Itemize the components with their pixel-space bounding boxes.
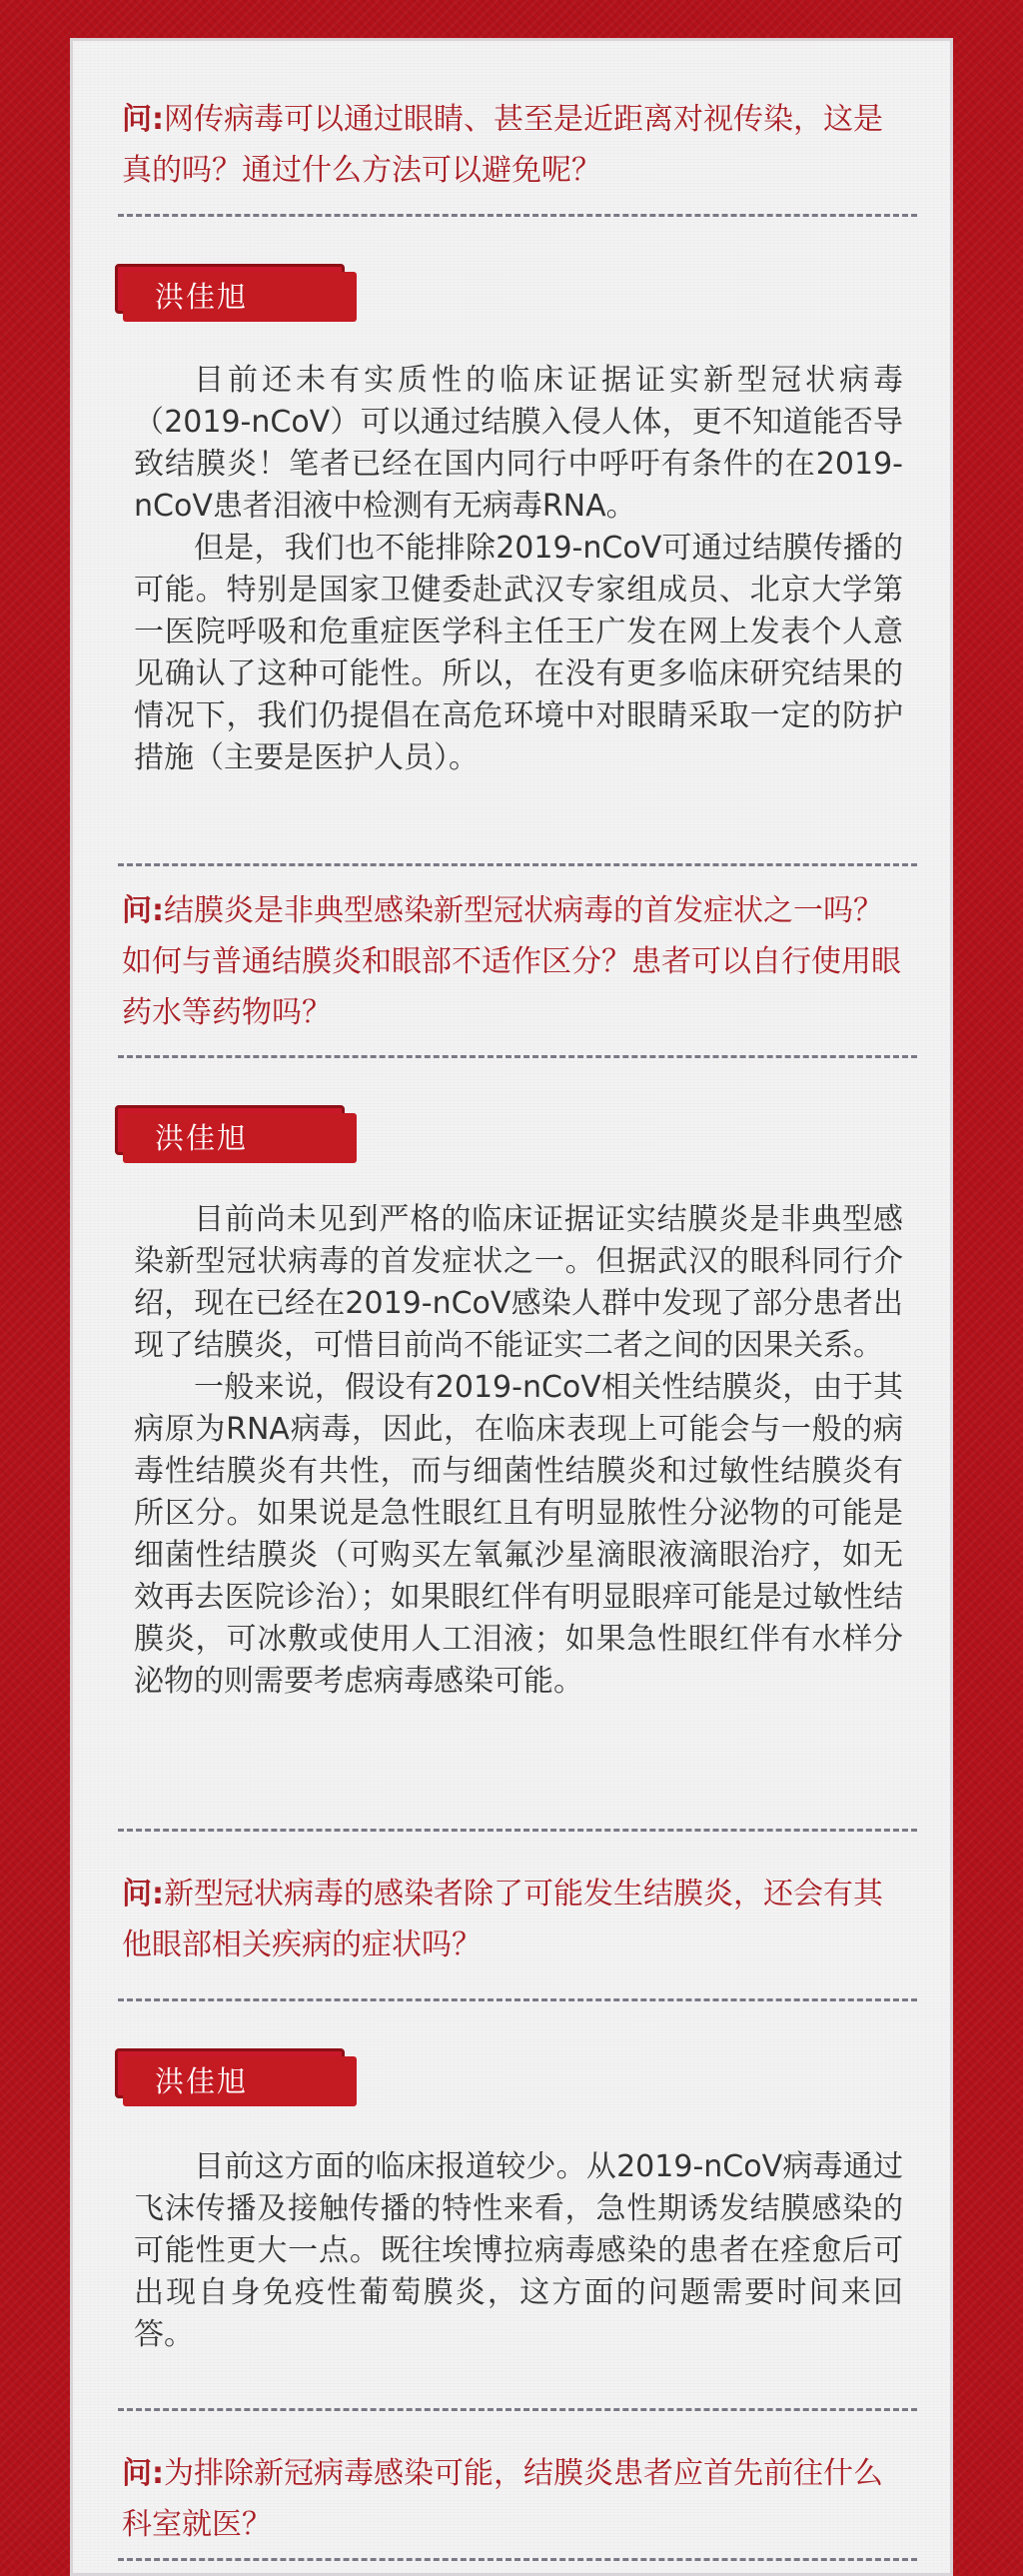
dashed-divider xyxy=(118,863,917,866)
dashed-divider xyxy=(118,2408,917,2411)
question-2 xyxy=(122,885,911,1038)
content-panel xyxy=(70,38,953,2576)
expert-name-tag xyxy=(115,264,355,326)
expert-name: 洪佳旭 xyxy=(123,2056,357,2106)
answer-3 xyxy=(134,2146,903,2356)
answer-paragraph: 但是，我们也不能排除2019-nCoV可通过结膜传播的可能。特别是国家卫健委赴武汉专家组成员、北京大学第一医院呼吸和危重症医学科主任王广发在网上发表个人意见确认了这种可能性。所以，在没有更多临床研究结果的情况下，我们仍提倡在高危环境中对眼睛采取一定的防护措施（主要是医护人员）。 xyxy=(134,531,903,775)
dashed-divider xyxy=(118,214,917,217)
dashed-divider xyxy=(118,1829,917,1832)
answer-paragraph: 目前还未有实质性的临床证据证实新型冠状病毒（2019-nCoV）可以通过结膜入侵人体，更不知道能否导致结膜炎！笔者已经在国内同行中呼吁有条件的在2019-nCoV患者泪液中检测有无病毒RNA。 xyxy=(134,363,903,524)
question-mark: 问: xyxy=(122,1877,164,1912)
question-3 xyxy=(122,1869,911,1970)
question-4 xyxy=(122,2448,911,2550)
answer-paragraph: 目前这方面的临床报道较少。从2019-nCoV病毒通过飞沫传播及接触传播的特性来看，急性期诱发结膜感染的可能性更大一点。既往埃博拉病毒感染的患者在痊愈后可出现自身免疫性葡萄膜炎，这方面的问题需要时间来回答。 xyxy=(134,2149,903,2352)
question-mark: 问: xyxy=(122,2456,164,2491)
answer-paragraph: 一般来说，假设有2019-nCoV相关性结膜炎，由于其病原为RNA病毒，因此，在临床表现上可能会与一般的病毒性结膜炎有共性，而与细菌性结膜炎和过敏性结膜炎有所区分。如果说是急性眼红且有明显脓性分泌物的可能是细菌性结膜炎（可购买左氧氟沙星滴眼液滴眼治疗，如无效再去医院诊治）；如果眼红伴有明显眼痒可能是过敏性结膜炎，可冰敷或使用人工泪液；如果急性眼红伴有水样分泌物的则需要考虑病毒感染可能。 xyxy=(134,1370,903,1699)
question-mark: 问: xyxy=(122,893,164,928)
question-text: 新型冠状病毒的感染者除了可能发生结膜炎，还会有其他眼部相关疾病的症状吗？ xyxy=(122,1877,883,1962)
expert-name: 洪佳旭 xyxy=(123,1113,357,1163)
answer-1 xyxy=(134,360,903,779)
expert-name: 洪佳旭 xyxy=(123,272,357,322)
dashed-divider xyxy=(118,2558,917,2561)
question-text: 为排除新冠病毒感染可能，结膜炎患者应首先前往什么科室就医？ xyxy=(122,2456,883,2542)
dashed-divider xyxy=(118,1055,917,1058)
question-1 xyxy=(122,94,911,196)
dashed-divider xyxy=(118,1998,917,2001)
answer-paragraph: 目前尚未见到严格的临床证据证实结膜炎是非典型感染新型冠状病毒的首发症状之一。但据武汉的眼科同行介绍，现在已经在2019-nCoV感染人群中发现了部分患者出现了结膜炎，可惜目前尚不能证实二者之间的因果关系。 xyxy=(134,1202,903,1363)
question-text: 网传病毒可以通过眼睛、甚至是近距离对视传染，这是真的吗？通过什么方法可以避免呢？ xyxy=(122,102,883,188)
question-text: 结膜炎是非典型感染新型冠状病毒的首发症状之一吗？如何与普通结膜炎和眼部不适作区分？患者可以自行使用眼药水等药物吗？ xyxy=(122,893,901,1030)
question-mark: 问: xyxy=(122,102,164,137)
expert-name-tag xyxy=(115,1105,355,1167)
expert-name-tag xyxy=(115,2048,355,2110)
answer-2 xyxy=(134,1199,903,1703)
